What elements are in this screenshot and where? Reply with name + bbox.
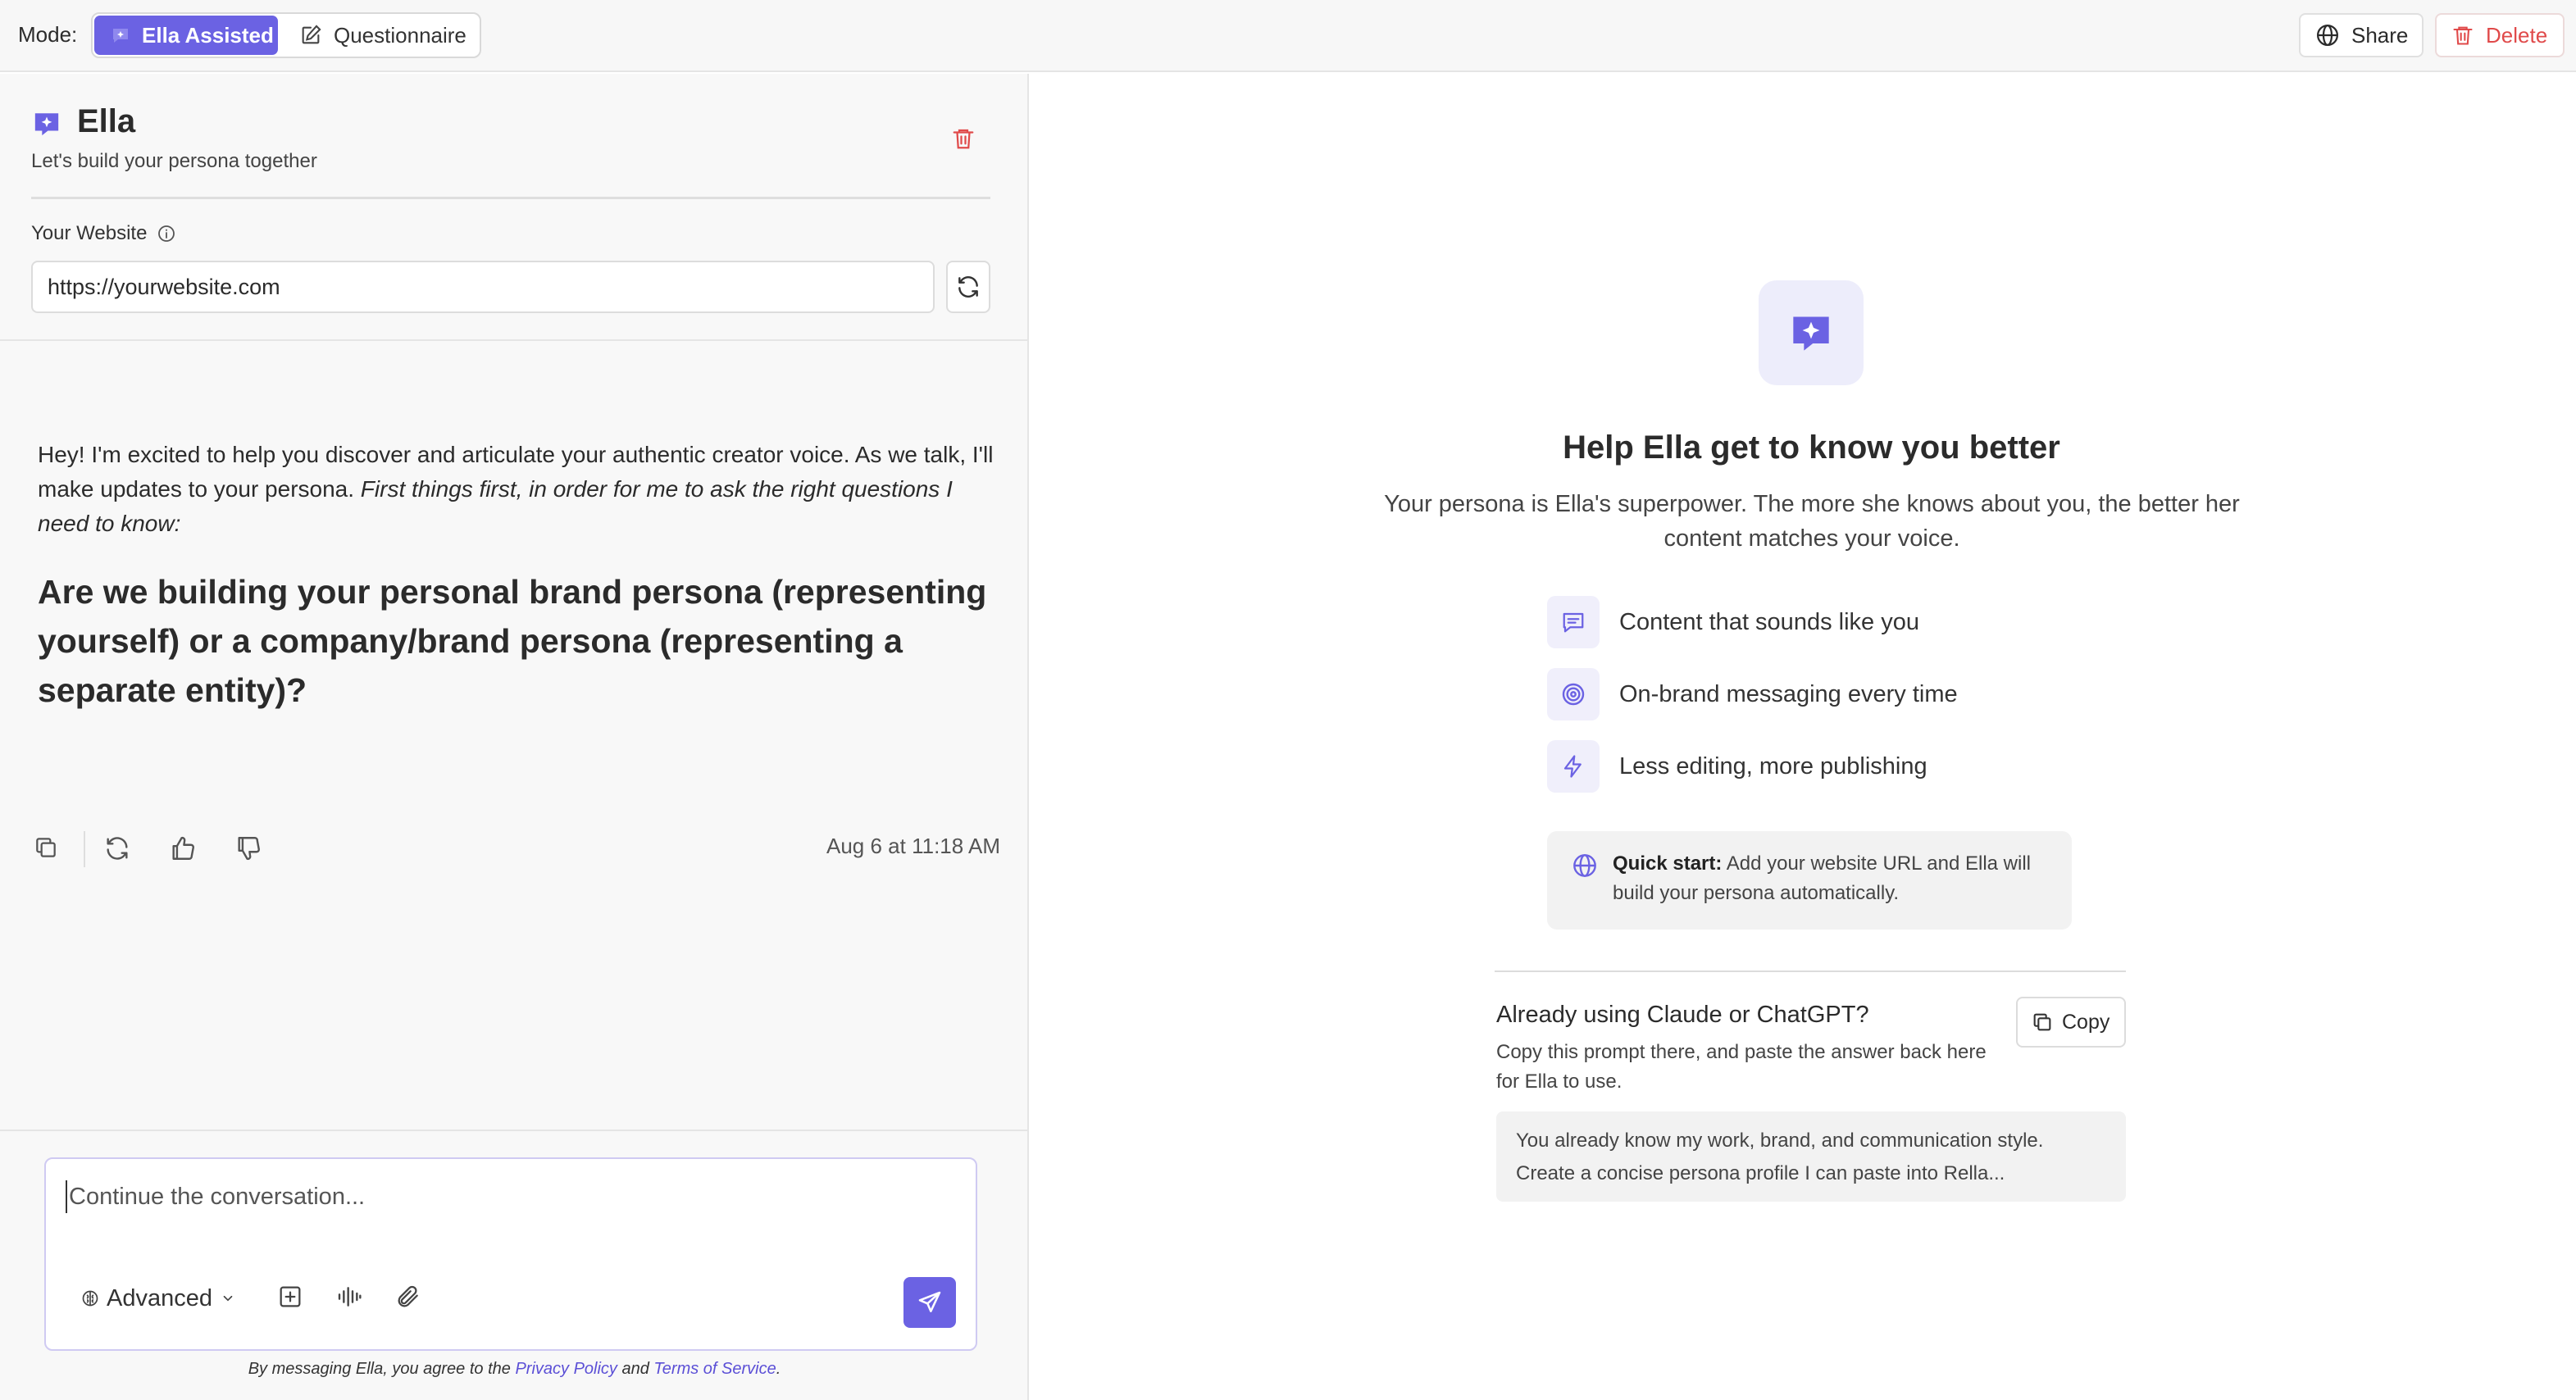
legal-suffix: . — [776, 1360, 781, 1378]
assistant-message-intro — [38, 438, 997, 541]
mode-switcher — [91, 12, 481, 58]
trash-icon — [2451, 23, 2474, 48]
privacy-policy-link[interactable]: Privacy Policy — [515, 1360, 617, 1378]
legal-and: and — [617, 1360, 654, 1378]
section-divider — [0, 339, 1029, 341]
quick-start-text: Add your website URL and Ella will build your persona automatically. — [1613, 852, 2032, 904]
regenerate-icon[interactable] — [103, 834, 131, 862]
website-input[interactable] — [31, 261, 935, 313]
claude-subtitle: Copy this prompt there, and paste the answer back here for Ella to use. — [1496, 1041, 1987, 1093]
target-icon — [1547, 668, 1600, 720]
copy-icon[interactable] — [33, 834, 59, 861]
quick-start-card — [1547, 831, 2072, 930]
onboarding-title: Help Ella get to know you better — [1563, 430, 2060, 466]
edit-square-icon — [299, 24, 322, 47]
legal-prefix: By messaging Ella, you agree to the — [248, 1360, 516, 1378]
audio-wave-icon[interactable] — [336, 1284, 362, 1310]
message-intro-text: Hey! I'm excited to help you discover and articulate your authentic creator voice. As we talk, I'll make updates to your persona. — [38, 442, 994, 502]
ella-logo-icon — [33, 110, 61, 138]
copy-label: Copy — [2062, 1010, 2110, 1034]
quick-start-bold: Quick start: — [1613, 852, 1723, 875]
refresh-icon — [955, 274, 981, 300]
mode-questionnaire-label: Questionnaire — [334, 22, 467, 48]
refresh-website-button[interactable] — [946, 261, 990, 313]
mode-label: Mode: — [18, 22, 78, 47]
feature-item — [1547, 739, 1927, 793]
assistant-title: Ella — [77, 103, 136, 139]
copy-icon — [2031, 1011, 2054, 1034]
chat-panel — [0, 74, 1029, 1400]
feature-label: Less editing, more publishing — [1619, 752, 1927, 780]
share-button[interactable] — [2299, 13, 2424, 57]
message-actions — [33, 830, 1000, 869]
message-input[interactable] — [66, 1180, 951, 1213]
clear-chat-trash-icon[interactable] — [951, 125, 976, 152]
copy-prompt-button[interactable] — [2016, 997, 2126, 1048]
feature-label: Content that sounds like you — [1619, 608, 1919, 635]
message-timestamp: Aug 6 at 11:18 AM — [826, 834, 1000, 858]
send-icon — [917, 1289, 943, 1316]
claude-title: Already using Claude or ChatGPT? — [1496, 1002, 1869, 1028]
feature-item — [1547, 667, 1958, 721]
terms-of-service-link[interactable]: Terms of Service — [653, 1360, 776, 1378]
feature-item — [1547, 595, 1919, 649]
thumbs-up-icon[interactable] — [169, 834, 197, 862]
share-label: Share — [2351, 22, 2409, 48]
chevron-down-icon — [221, 1291, 235, 1306]
action-separator — [84, 831, 85, 867]
website-label-text: Your Website — [31, 222, 148, 244]
globe-icon — [1572, 852, 1598, 879]
model-selector[interactable] — [80, 1280, 235, 1316]
top-bar — [0, 0, 2576, 72]
brain-icon — [80, 1289, 100, 1308]
send-button[interactable] — [903, 1277, 956, 1328]
info-icon[interactable] — [157, 224, 176, 243]
chat-lines-icon — [1547, 596, 1600, 648]
hero-icon-tile — [1759, 280, 1864, 385]
assistant-message-question: Are we building your personal brand persona (representing yourself) or a company/brand persona (representing a separate entity)? — [38, 573, 987, 709]
lightning-icon — [1547, 740, 1600, 793]
sparkle-chat-icon — [111, 25, 130, 45]
legal-notice — [0, 1357, 1029, 1380]
delete-button[interactable] — [2435, 13, 2565, 57]
claude-divider — [1495, 970, 2126, 972]
composer-divider — [0, 1130, 1029, 1131]
assistant-subtitle: Let's build your persona together — [31, 150, 317, 172]
thumbs-down-icon[interactable] — [234, 834, 262, 862]
message-composer — [44, 1157, 977, 1351]
onboarding-subtitle: Your persona is Ella's superpower. The more she knows about you, the better her content matches your voice. — [1384, 491, 2240, 552]
add-box-icon[interactable] — [277, 1284, 303, 1310]
persona-onboarding-panel — [1031, 74, 2576, 1400]
paperclip-icon[interactable] — [395, 1284, 421, 1310]
feature-label: On-brand messaging every time — [1619, 680, 1958, 707]
delete-label: Delete — [2486, 22, 2548, 48]
mode-ella-label: Ella Assisted — [142, 22, 274, 48]
prompt-preview: You already know my work, brand, and communication style. Create a concise persona profile I can paste into Rella... — [1496, 1111, 2126, 1202]
mode-questionnaire-button[interactable] — [281, 16, 478, 55]
globe-icon — [2315, 23, 2340, 48]
message-intro-italic: First things first, in order for me to ask the right questions I need to know: — [38, 476, 953, 536]
mode-ella-assisted-button[interactable] — [94, 16, 278, 55]
header-divider — [31, 197, 990, 199]
website-label — [31, 221, 176, 246]
model-selector-label: Advanced — [107, 1284, 212, 1311]
sparkle-chat-icon — [1790, 311, 1832, 354]
